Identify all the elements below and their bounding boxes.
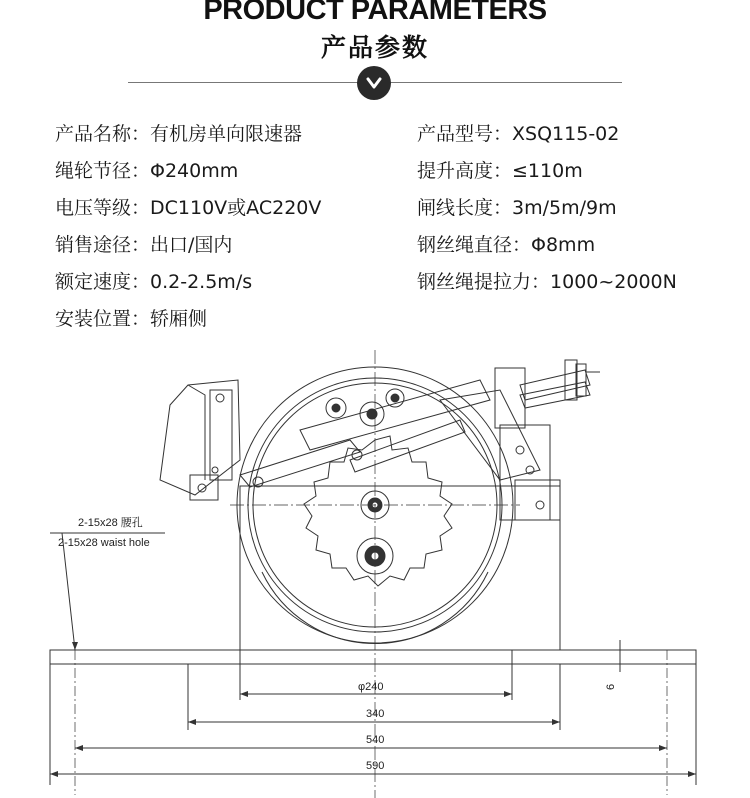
param-sales-channel (55, 230, 232, 257)
waist-hole-note-cn: 2-15x28 腰孔 (78, 517, 143, 529)
dimension-340: 340 (366, 708, 385, 720)
dimension-240: φ240 (358, 681, 384, 693)
param-rope-diameter (417, 230, 595, 257)
param-label: 产品型号： (417, 123, 513, 145)
param-value: 轿厢侧 (150, 308, 208, 330)
param-label: 钢丝绳提拉力： (417, 271, 551, 293)
param-lift-height (417, 156, 583, 183)
param-value: Φ240mm (150, 160, 239, 182)
parameter-list (0, 0, 750, 340)
param-install-position (55, 304, 207, 331)
param-cable-length (417, 193, 617, 220)
param-label: 产品名称： (55, 123, 151, 145)
param-label: 销售途径： (55, 234, 151, 256)
param-rated-speed (55, 267, 252, 294)
param-product-name (55, 119, 302, 146)
param-value: DC110V或AC220V (150, 197, 322, 219)
switch-assembly (160, 380, 240, 495)
page-title-en: PRODUCT PARAMETERS (203, 0, 547, 26)
body-frame (240, 486, 560, 650)
param-label: 安装位置： (55, 308, 151, 330)
param-label: 提升高度： (417, 160, 513, 182)
page-title-cn: 产品参数 (320, 33, 429, 62)
param-value: ≤110m (512, 160, 583, 182)
param-sheave-diameter (55, 156, 238, 183)
param-value: 0.2-2.5m/s (150, 271, 253, 293)
base-plate (50, 650, 696, 664)
param-label: 闸线长度： (417, 197, 513, 219)
technical-drawing (0, 340, 750, 798)
param-value: 有机房单向限速器 (150, 123, 303, 145)
dimension-540: 540 (366, 734, 385, 746)
param-model (417, 119, 619, 146)
param-label: 额定速度： (55, 271, 151, 293)
waist-hole-note-en: 2-15x28 waist hole (58, 537, 150, 549)
param-value: XSQ115-02 (512, 123, 620, 145)
param-label: 钢丝绳直径： (417, 234, 532, 256)
param-value: 1000~2000N (550, 271, 677, 293)
param-value: Φ8mm (531, 234, 596, 256)
param-pull-force (417, 267, 677, 294)
param-voltage (55, 193, 321, 220)
dimension-6: 6 (605, 683, 617, 690)
param-label: 绳轮节径： (55, 160, 151, 182)
param-value: 出口/国内 (150, 234, 233, 256)
param-label: 电压等级： (55, 197, 151, 219)
param-value: 3m/5m/9m (512, 197, 617, 219)
dimension-590: 590 (366, 760, 385, 772)
